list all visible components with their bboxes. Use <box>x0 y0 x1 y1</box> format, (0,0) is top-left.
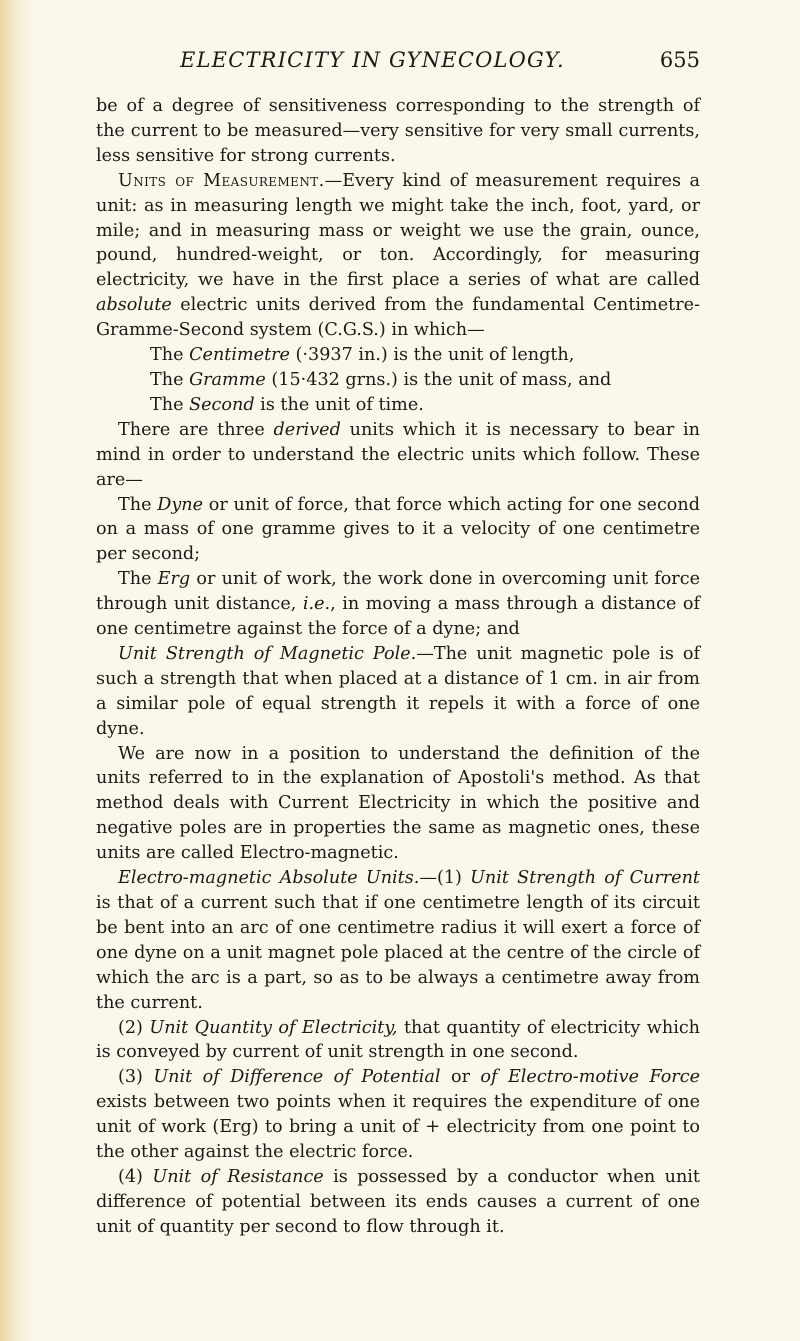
term: Electro-magnetic Absolute Units. <box>118 868 420 889</box>
term: Unit Strength of Current <box>470 868 700 889</box>
paragraph-text: , in moving a mass through a distance of one centimetre against the force of a dyne; and <box>96 594 700 640</box>
paragraph-units-of-measurement <box>96 169 700 343</box>
paragraph-text: or unit of force, that force which acting for one second on a mass of one gramme gives to it a velocity of one centimetre per second; <box>96 494 700 565</box>
running-title: ELECTRICITY IN GYNECOLOGY. <box>180 48 565 72</box>
emphasis: derived <box>273 419 341 440</box>
definition-text: The <box>150 345 190 366</box>
paragraph-text: exists between two points when it requires the expenditure of one unit of work (Erg) to bring a unit of + electricity from one point to the other against the electric force. <box>96 1092 700 1163</box>
definition-text: The <box>150 369 190 390</box>
paragraph-potential <box>96 1065 700 1165</box>
page-number: 655 <box>659 48 700 72</box>
definition-gramme <box>150 368 700 393</box>
term: Dyne <box>157 494 204 515</box>
term: Unit of Resistance <box>152 1166 324 1187</box>
section-lead: Units of Measurement. <box>118 170 325 191</box>
paragraph-text: units which it is necessary to bear in mind in order to understand the electric units which follow. These are— <box>96 419 700 490</box>
paragraph-derived-units <box>96 418 700 493</box>
paragraph-text: (3) <box>118 1067 154 1088</box>
paragraph-text: —Every kind of measurement requires a unit: as in measuring length we might take the inch, foot, yard, or mile; and in measuring mass or weight we use the grain, ounce, pound, hundred-weight, or ton. Accordingly, for measuring electricity, we have in the first place a series of what are called <box>96 170 700 291</box>
paragraph-text: electric units derived from the fundamental Centimetre-Gramme-Second system (C.G.S.) in which— <box>96 295 700 341</box>
paragraph-unit-quantity <box>96 1016 700 1066</box>
definition-text: The <box>150 394 190 415</box>
definition-text: (·3937 in.) is the unit of length, <box>289 345 575 366</box>
definition-text: (15·432 grns.) is the unit of mass, and <box>265 369 612 390</box>
term: Unit Quantity of Electricity, <box>149 1017 398 1038</box>
definition-centimetre <box>150 343 700 368</box>
paragraph-text: that quantity of electricity which is conveyed by current of unit strength in one second. <box>96 1017 701 1063</box>
emphasis: i.e. <box>302 594 331 615</box>
term: Unit of Difference of Potential <box>153 1067 441 1088</box>
paragraph-text: The <box>118 569 158 590</box>
paragraph-resistance <box>96 1165 700 1240</box>
paragraph-text: is possessed by a conductor when unit difference of potential between its ends causes a current of one unit of quantity per second to flow through it. <box>96 1166 700 1237</box>
page-header <box>96 48 700 82</box>
paragraph-dyne <box>96 493 700 568</box>
paragraph-text: There are three <box>118 419 274 440</box>
term: Unit Strength of Magnetic Pole. <box>118 643 417 664</box>
paragraph-text: —(1) <box>419 868 471 889</box>
paragraph-absolute-units <box>96 866 700 1015</box>
paragraph-text: (4) <box>118 1166 153 1187</box>
paragraph-text: is that of a current such that if one centimetre length of its circuit be bent into an arc of one centimetre radius it will exert a force of one dyne on a unit magnet pole placed at the centre of the circle of which the arc is a part, so as to be always a centimetre away from the current. <box>96 893 700 1013</box>
term: of Electro-motive Force <box>480 1067 700 1088</box>
paragraph-text: (2) <box>118 1017 150 1038</box>
definition-term: Gramme <box>189 369 266 390</box>
paragraph-text: or <box>440 1067 481 1088</box>
paragraph-text: or unit of work, the work done in overcoming unit force through unit distance, <box>96 569 700 615</box>
definition-term: Centimetre <box>189 345 290 366</box>
paragraph-continuation: be of a degree of sensitiveness corresponding to the strength of the current to be measured—very sensitive for very small currents, less sensitive for strong currents. <box>96 96 700 166</box>
term: Erg <box>157 569 191 590</box>
definition-term: Second <box>189 394 255 415</box>
definition-text: is the unit of time. <box>254 394 424 415</box>
definition-second <box>150 393 700 418</box>
paragraph-apostoli: We are now in a position to understand the definition of the units referred to in the explanation of Apostoli's method. As that method deals with Current Electricity in which the positive and negative poles are in properties the same as magnetic ones, these units are called Electro-magnetic. <box>96 743 700 864</box>
paragraph-text: The <box>118 494 158 515</box>
body-text <box>96 94 700 1240</box>
paragraph-erg <box>96 567 700 642</box>
paragraph-text: —The unit magnetic pole is of such a strength that when placed at a distance of 1 cm. in air from a similar pole of equal strength it repels it with a force of one dyne. <box>96 643 700 739</box>
paragraph-magnetic-pole <box>96 642 700 742</box>
emphasis: absolute <box>96 295 172 316</box>
